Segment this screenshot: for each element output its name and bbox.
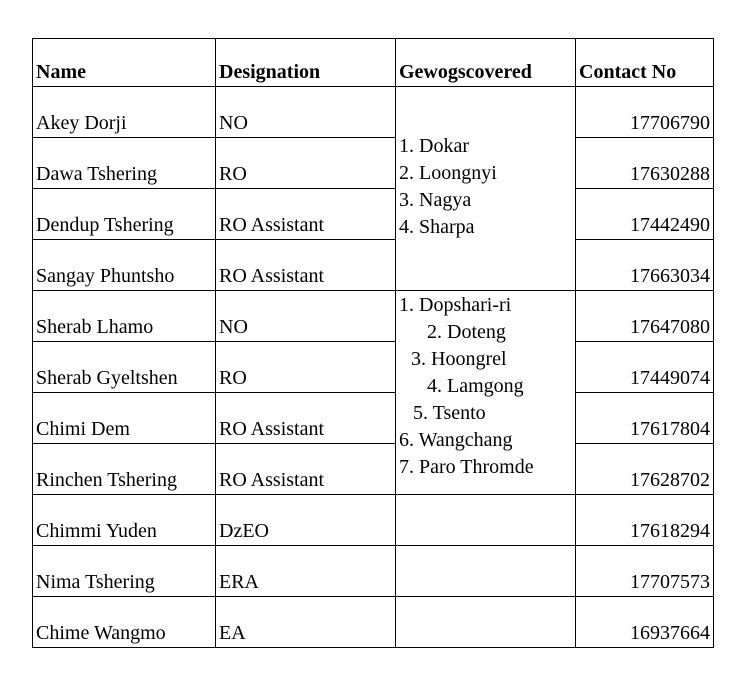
cell-designation: RO Assistant [216,240,396,291]
staff-contact-table [32,38,714,648]
gewogs-group-2 [396,291,576,495]
gewog-item: 6. Wangchang [399,429,513,451]
table-row [33,87,714,138]
cell-gewogs-empty [396,597,576,648]
cell-contact: 16937664 [576,597,714,648]
table-row [33,291,714,342]
cell-designation: EA [216,597,396,648]
cell-contact: 17449074 [576,342,714,393]
gewog-item: 5. Tsento [413,402,486,424]
cell-name: Sherab Lhamo [33,291,216,342]
gewog-item: 7. Paro Thromde [399,456,534,478]
table-row [33,240,714,291]
cell-designation: NO [216,291,396,342]
gewogs-group-1 [396,87,576,291]
cell-designation: RO Assistant [216,444,396,495]
cell-designation: NO [216,87,396,138]
cell-gewogs-empty [396,546,576,597]
cell-designation: ERA [216,546,396,597]
cell-designation: RO [216,342,396,393]
table-row [33,342,714,393]
cell-contact: 17630288 [576,138,714,189]
cell-designation: RO [216,138,396,189]
cell-designation: RO Assistant [216,189,396,240]
cell-contact: 17707573 [576,546,714,597]
gewog-item: 4. Sharpa [399,216,475,238]
header-row [33,39,714,87]
table-row [33,597,714,648]
cell-contact: 17442490 [576,189,714,240]
cell-name: Chimi Dem [33,393,216,444]
gewog-item: 1. Dokar [399,135,469,157]
cell-contact: 17628702 [576,444,714,495]
cell-name: Akey Dorji [33,87,216,138]
header-name: Name [33,39,216,87]
cell-name: Dendup Tshering [33,189,216,240]
gewog-item: 1. Dopshari-ri [399,294,512,316]
cell-contact: 17617804 [576,393,714,444]
cell-contact: 17706790 [576,87,714,138]
table-row [33,393,714,444]
table-row [33,495,714,546]
header-gewogs-covered: Gewogscovered [396,39,576,87]
gewog-item: 3. Nagya [399,189,472,211]
cell-name: Sherab Gyeltshen [33,342,216,393]
table-row [33,444,714,495]
cell-name: Nima Tshering [33,546,216,597]
cell-name: Chimmi Yuden [33,495,216,546]
cell-name: Rinchen Tshering [33,444,216,495]
cell-gewogs-empty [396,495,576,546]
cell-contact: 17647080 [576,291,714,342]
cell-name: Chime Wangmo [33,597,216,648]
table-row [33,189,714,240]
table-row [33,138,714,189]
cell-designation: RO Assistant [216,393,396,444]
header-designation: Designation [216,39,396,87]
table-row [33,546,714,597]
cell-designation: DzEO [216,495,396,546]
cell-name: Sangay Phuntsho [33,240,216,291]
cell-contact: 17663034 [576,240,714,291]
header-contact-no: Contact No [576,39,714,87]
gewog-item: 2. Loongnyi [399,162,497,184]
gewog-item: 4. Lamgong [427,375,524,397]
cell-contact: 17618294 [576,495,714,546]
gewog-item: 3. Hoongrel [411,348,507,370]
gewog-item: 2. Doteng [427,321,506,343]
cell-name: Dawa Tshering [33,138,216,189]
